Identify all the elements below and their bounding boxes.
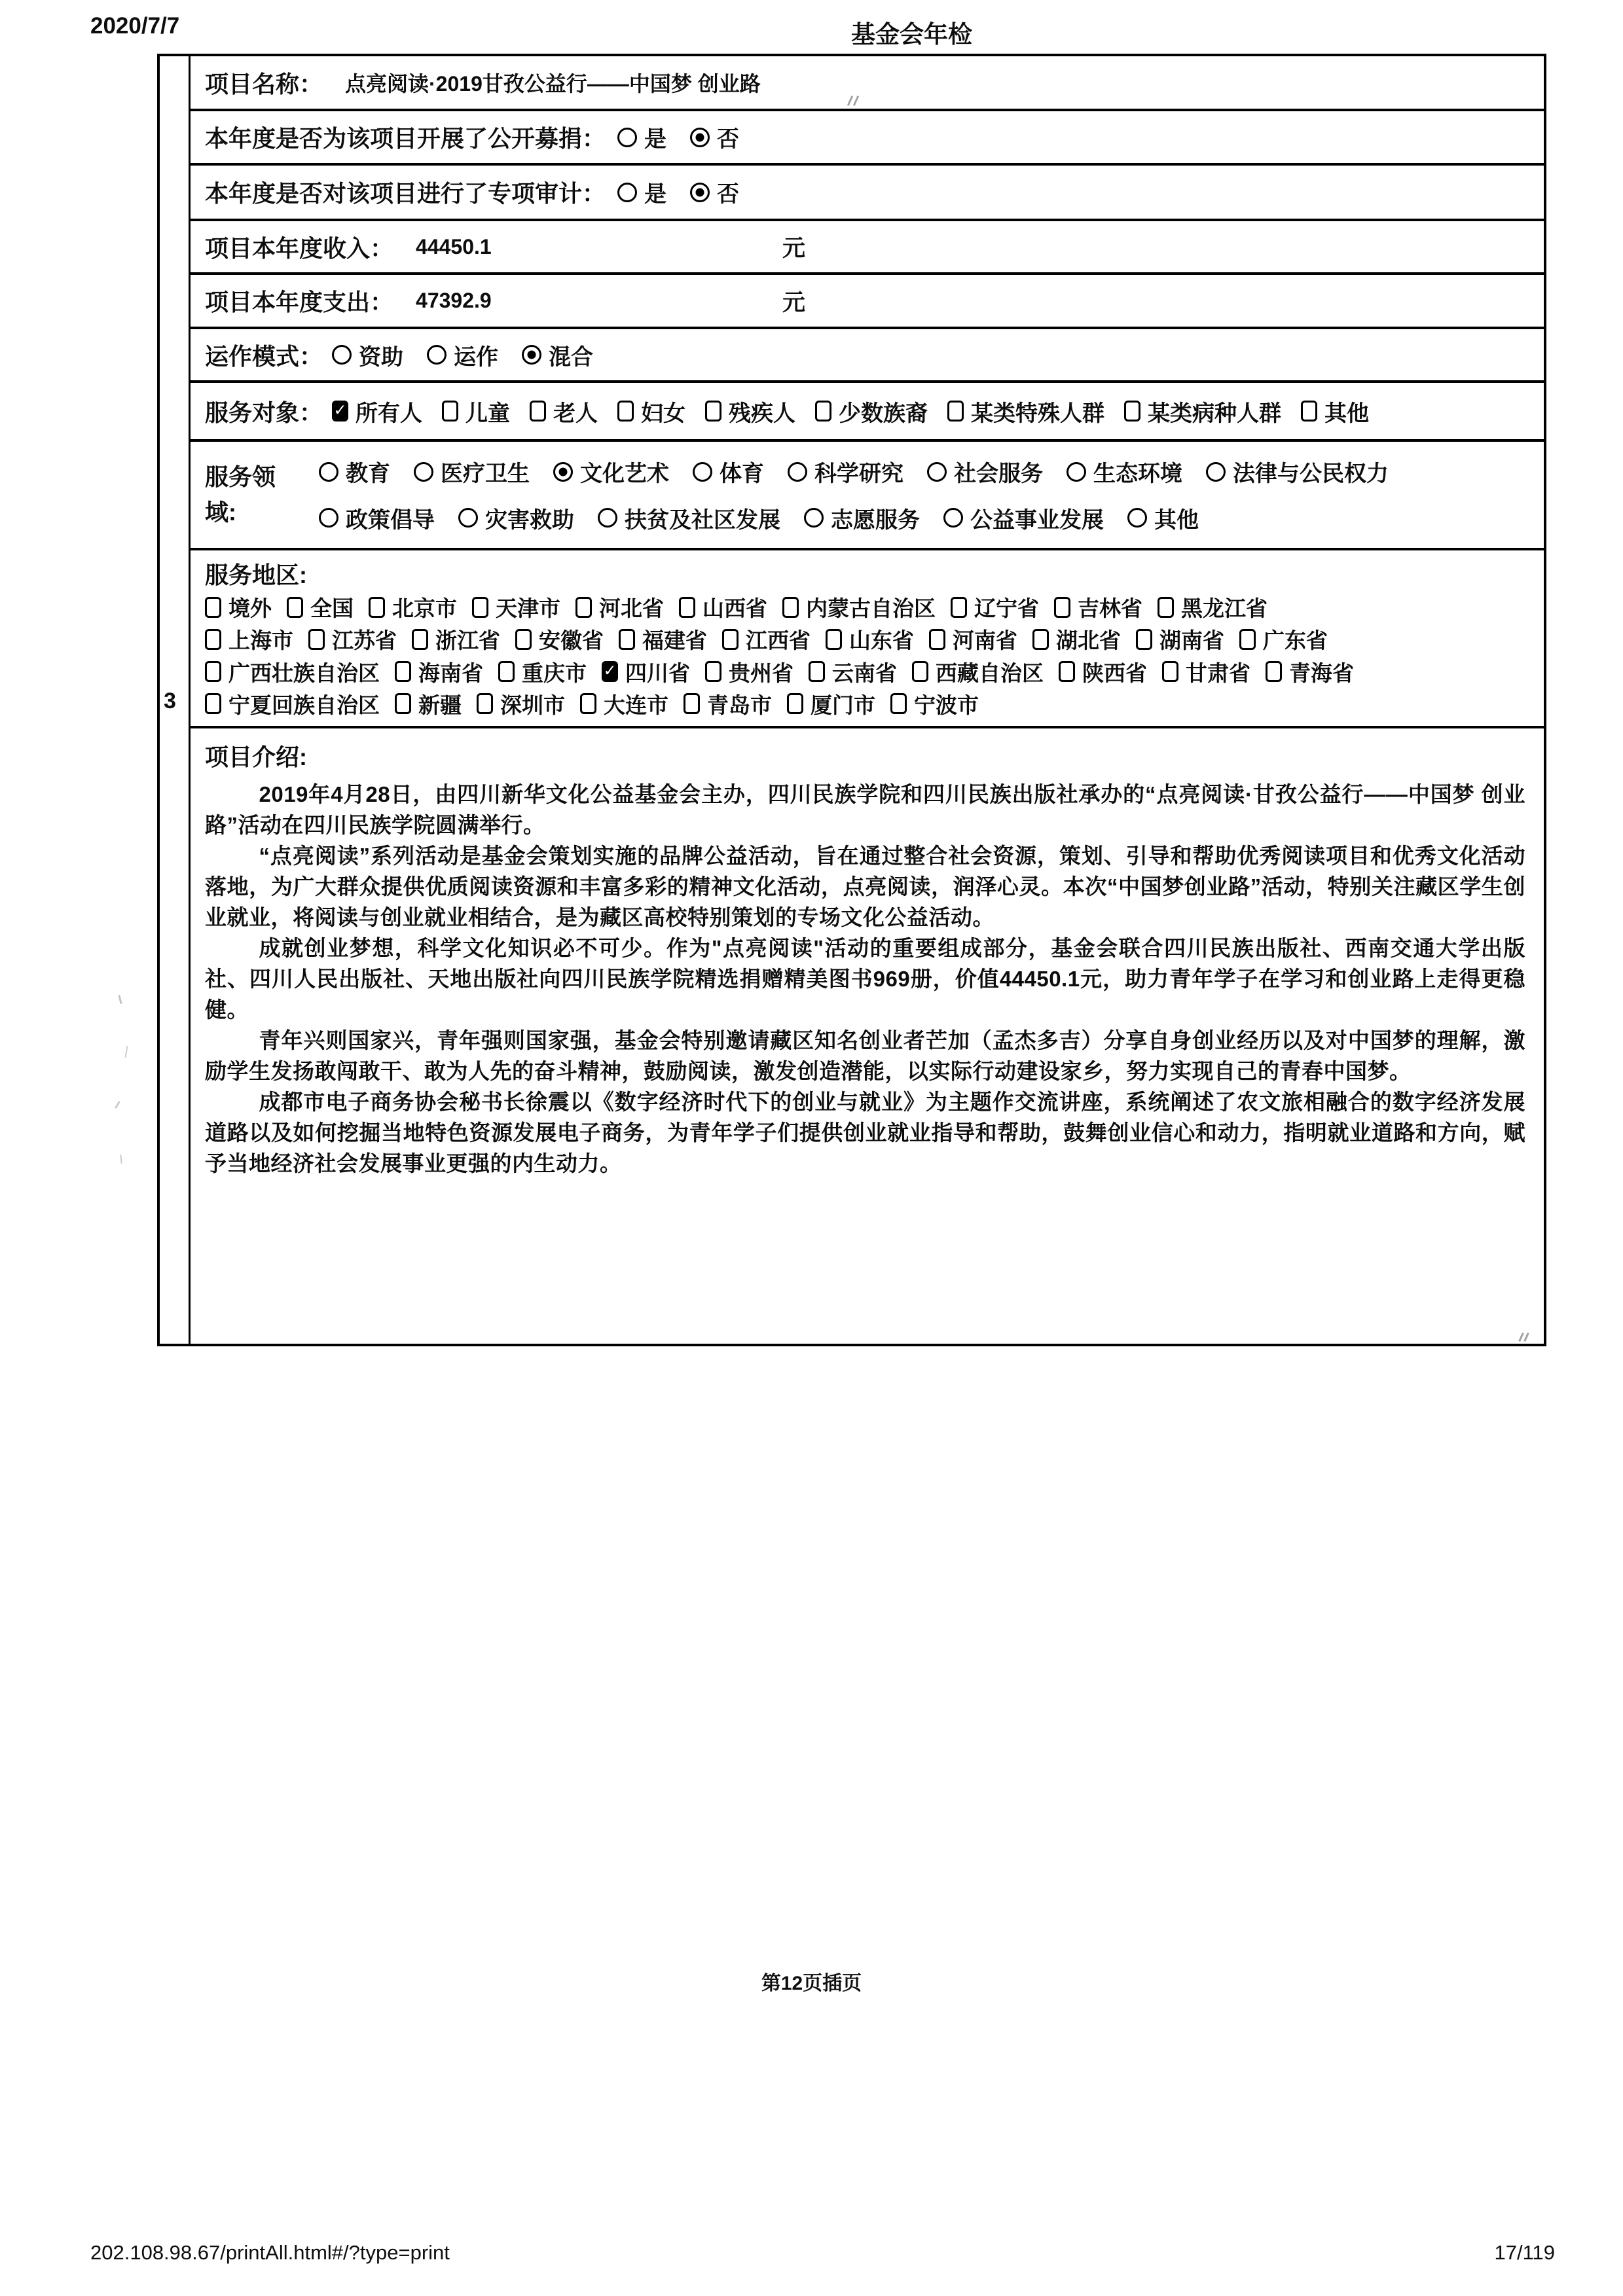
radio-option[interactable] xyxy=(927,456,1043,488)
checkbox-unchecked-icon[interactable] xyxy=(617,401,634,422)
checkbox-option[interactable] xyxy=(929,624,1017,655)
option-label: 扶贫及社区发展 xyxy=(625,507,780,533)
checkbox-unchecked-icon[interactable] xyxy=(705,661,721,682)
option-label: 灾害救助 xyxy=(485,507,574,533)
radio-unchecked-icon[interactable] xyxy=(1067,462,1086,482)
checkbox-option[interactable] xyxy=(395,689,462,719)
checkbox-unchecked-icon[interactable] xyxy=(890,693,907,714)
checkbox-unchecked-icon[interactable] xyxy=(477,693,493,714)
option-label: 其他 xyxy=(1154,507,1199,533)
footer-url: 202.108.98.67/printAll.html#/?type=print xyxy=(90,2241,450,2264)
checkbox-unchecked-icon[interactable] xyxy=(705,401,721,422)
option-label: 志愿服务 xyxy=(831,507,920,533)
radio-unchecked-icon[interactable] xyxy=(458,508,478,528)
option-label: 文化艺术 xyxy=(580,461,669,487)
checkbox-option[interactable] xyxy=(575,592,664,622)
checkbox-unchecked-icon[interactable] xyxy=(472,597,488,618)
option-label: 广东省 xyxy=(1263,628,1328,653)
row-index-number: 3 xyxy=(164,689,176,713)
checkbox-option[interactable] xyxy=(1239,624,1328,655)
checkbox-unchecked-icon[interactable] xyxy=(1032,629,1049,650)
option-label: 吉林省 xyxy=(1078,596,1142,621)
checkbox-unchecked-icon[interactable] xyxy=(912,661,928,682)
checkbox-unchecked-icon[interactable] xyxy=(1136,629,1152,650)
option-label: 江苏省 xyxy=(332,628,397,653)
project-name-value: 点亮阅读·2019甘孜公益行——中国梦 创业路 xyxy=(345,72,761,96)
checkbox-unchecked-icon[interactable] xyxy=(515,629,532,650)
project-intro-label: 项目介绍: xyxy=(205,744,307,770)
operation-mode-radio-group xyxy=(332,339,617,371)
radio-unchecked-icon[interactable] xyxy=(1206,462,1226,482)
option-label: 湖南省 xyxy=(1159,628,1224,653)
checkbox-unchecked-icon[interactable] xyxy=(815,401,831,422)
checkbox-option[interactable] xyxy=(332,395,422,427)
option-label: 境外 xyxy=(228,596,272,621)
checkbox-unchecked-icon[interactable] xyxy=(205,661,221,682)
service-field-label: 服务领域: xyxy=(205,463,276,526)
checkbox-option[interactable] xyxy=(287,592,354,622)
checkbox-unchecked-icon[interactable] xyxy=(205,629,221,650)
special-audit-radio-group xyxy=(617,176,763,208)
option-label: 山东省 xyxy=(849,628,914,653)
option-label: 浙江省 xyxy=(435,628,500,653)
option-label: 深圳市 xyxy=(500,692,565,717)
checkbox-option[interactable] xyxy=(530,395,598,427)
option-label: 广西壮族自治区 xyxy=(228,660,380,685)
option-label: 少数族裔 xyxy=(839,401,928,426)
row-operation-mode xyxy=(191,329,1544,383)
option-label: 山西省 xyxy=(702,596,767,621)
checkbox-option[interactable] xyxy=(308,624,397,655)
expense-value: 47392.9 xyxy=(416,289,492,312)
radio-option[interactable] xyxy=(458,502,574,534)
checkbox-option[interactable] xyxy=(412,624,500,655)
option-label: 是 xyxy=(644,182,667,207)
checkbox-unchecked-icon[interactable] xyxy=(287,597,303,618)
radio-option[interactable] xyxy=(617,121,666,153)
radio-unchecked-icon[interactable] xyxy=(319,462,338,482)
service-area-checkbox-line-1 xyxy=(205,592,1529,622)
checkbox-option[interactable] xyxy=(722,624,811,655)
page-title: 基金会年检 xyxy=(851,21,972,48)
option-label: 大连市 xyxy=(604,692,668,717)
radio-checked-icon[interactable] xyxy=(553,462,573,482)
checkbox-unchecked-icon[interactable] xyxy=(684,693,700,714)
option-label: 天津市 xyxy=(496,596,560,621)
option-label: 否 xyxy=(717,127,740,152)
checkbox-unchecked-icon[interactable] xyxy=(308,629,325,650)
radio-option[interactable] xyxy=(553,456,669,488)
radio-option[interactable] xyxy=(427,339,498,371)
checkbox-unchecked-icon[interactable] xyxy=(722,629,739,650)
option-label: 混合 xyxy=(549,344,594,370)
option-label: 是 xyxy=(644,127,667,152)
radio-option[interactable] xyxy=(804,502,920,534)
option-label: 青海省 xyxy=(1289,660,1354,685)
option-label: 其他 xyxy=(1324,401,1370,426)
option-label: 河南省 xyxy=(953,628,1017,653)
radio-option[interactable] xyxy=(788,456,903,488)
option-label: 黑龙江省 xyxy=(1181,596,1267,621)
checkbox-option[interactable] xyxy=(947,395,1104,427)
checkbox-option[interactable] xyxy=(395,656,483,687)
row-special-audit xyxy=(191,166,1544,221)
option-label: 所有人 xyxy=(356,401,423,426)
option-label: 贵州省 xyxy=(729,660,793,685)
service-target-checkbox-group xyxy=(332,395,1389,427)
operation-mode-label: 运作模式： xyxy=(205,342,323,370)
income-unit: 元 xyxy=(782,236,806,261)
checkbox-option[interactable] xyxy=(826,624,914,655)
option-label: 西藏自治区 xyxy=(936,660,1044,685)
checkbox-unchecked-icon[interactable] xyxy=(787,693,803,714)
checkbox-option[interactable] xyxy=(602,656,690,687)
checkbox-option[interactable] xyxy=(809,656,897,687)
scan-artifact-mark xyxy=(120,1155,122,1164)
checkbox-unchecked-icon[interactable] xyxy=(929,629,945,650)
checkbox-unchecked-icon[interactable] xyxy=(530,401,546,422)
checkbox-option[interactable] xyxy=(684,689,772,719)
checkbox-option[interactable] xyxy=(1059,656,1147,687)
radio-unchecked-icon[interactable] xyxy=(804,508,824,528)
radio-unchecked-icon[interactable] xyxy=(319,508,338,528)
radio-unchecked-icon[interactable] xyxy=(598,508,617,528)
option-label: 陕西省 xyxy=(1082,660,1147,685)
checkbox-option[interactable] xyxy=(1124,395,1281,427)
radio-option[interactable] xyxy=(690,121,739,153)
checkbox-option[interactable] xyxy=(705,395,795,427)
option-label: 生态环境 xyxy=(1093,461,1182,487)
option-label: 医疗卫生 xyxy=(441,461,530,487)
checkbox-option[interactable] xyxy=(1136,624,1224,655)
option-label: 河北省 xyxy=(599,596,664,621)
row-service-area xyxy=(191,550,1544,728)
special-audit-label: 本年度是否对该项目进行了专项审计： xyxy=(205,180,606,207)
checkbox-unchecked-icon[interactable] xyxy=(575,597,592,618)
radio-option[interactable] xyxy=(332,339,403,371)
option-label: 教育 xyxy=(346,461,390,487)
checkbox-unchecked-icon[interactable] xyxy=(395,693,411,714)
scan-artifact-mark xyxy=(118,995,122,1004)
checkbox-option[interactable] xyxy=(815,395,928,427)
option-label: 儿童 xyxy=(465,401,511,426)
checkbox-unchecked-icon[interactable] xyxy=(442,401,458,422)
option-label: 北京市 xyxy=(392,596,457,621)
radio-unchecked-icon[interactable] xyxy=(617,183,637,202)
checkbox-unchecked-icon[interactable] xyxy=(1266,661,1282,682)
option-label: 海南省 xyxy=(418,660,483,685)
checkbox-unchecked-icon[interactable] xyxy=(809,661,825,682)
option-label: 内蒙古自治区 xyxy=(806,596,936,621)
checkbox-unchecked-icon[interactable] xyxy=(395,661,411,682)
checkbox-option[interactable] xyxy=(617,395,685,427)
income-label: 项目本年度收入： xyxy=(205,234,394,262)
service-area-checkbox-line-4 xyxy=(205,689,1529,719)
radio-option[interactable] xyxy=(522,339,593,371)
radio-option[interactable] xyxy=(598,502,780,534)
intro-paragraph: 成就创业梦想，科学文化知识必不可少。作为"点亮阅读"活动的重要组成部分，基金会联合四川民族出版社、西南交通大学出版社、四川人民出版社、天地出版社向四川民族学院精选捐赠精美图书969册，价值44450.1元，助力青年学子在学习和创业路上走得更稳健。 xyxy=(205,936,1525,1022)
radio-option[interactable] xyxy=(943,502,1104,534)
option-label: 全国 xyxy=(310,596,354,621)
checkbox-unchecked-icon[interactable] xyxy=(205,693,221,714)
checkbox-option[interactable] xyxy=(369,592,457,622)
checkbox-option[interactable] xyxy=(1162,656,1250,687)
checkbox-unchecked-icon[interactable] xyxy=(1162,661,1178,682)
radio-option[interactable] xyxy=(1127,502,1199,534)
option-label: 新疆 xyxy=(418,692,462,717)
intro-paragraph: “点亮阅读”系列活动是基金会策划实施的品牌公益活动，旨在通过整合社会资源，策划、引导和帮助优秀阅读项目和优秀文化活动落地，为广大群众提供优质阅读资源和丰富多彩的精神文化活动，点亮阅读，润泽心灵。本次“中国梦创业路”活动，特别关注藏区学生创业就业，将阅读与创业就业相结合，是为藏区高校特别策划的专场文化公益活动。 xyxy=(205,844,1525,929)
option-label: 云南省 xyxy=(832,660,897,685)
checkbox-option[interactable] xyxy=(515,624,604,655)
option-label: 否 xyxy=(717,182,740,207)
option-label: 青岛市 xyxy=(707,692,772,717)
radio-checked-icon[interactable] xyxy=(690,128,710,147)
checkbox-option[interactable] xyxy=(205,592,272,622)
row-project-name xyxy=(191,56,1544,111)
row-project-intro xyxy=(191,728,1544,1344)
option-label: 某类病种人群 xyxy=(1148,401,1282,426)
public-fundraising-label: 本年度是否为该项目开展了公开募捐： xyxy=(205,125,606,152)
service-area-label: 服务地区: xyxy=(205,562,307,589)
radio-unchecked-icon[interactable] xyxy=(693,462,712,482)
checkbox-unchecked-icon[interactable] xyxy=(498,661,515,682)
checkbox-option[interactable] xyxy=(1266,656,1354,687)
radio-unchecked-icon[interactable] xyxy=(332,345,352,365)
scan-artifact-mark xyxy=(115,1101,120,1109)
checkbox-option[interactable] xyxy=(205,624,293,655)
checkbox-unchecked-icon[interactable] xyxy=(782,597,799,618)
radio-checked-icon[interactable] xyxy=(690,183,710,202)
option-label: 政策倡导 xyxy=(346,507,435,533)
checkbox-checked-icon[interactable] xyxy=(332,401,348,422)
option-label: 法律与公民权力 xyxy=(1233,461,1389,487)
radio-option[interactable] xyxy=(693,456,764,488)
checkbox-unchecked-icon[interactable] xyxy=(1124,401,1140,422)
income-value: 44450.1 xyxy=(416,234,492,259)
checkbox-option[interactable] xyxy=(782,592,936,622)
expense-unit: 元 xyxy=(782,289,806,315)
checkbox-unchecked-icon[interactable] xyxy=(412,629,428,650)
option-label: 四川省 xyxy=(625,660,690,685)
checkbox-unchecked-icon[interactable] xyxy=(205,597,221,618)
page-insert-note: 第12页插页 xyxy=(761,1973,862,1994)
project-form-table xyxy=(157,54,1546,1346)
checkbox-option[interactable] xyxy=(679,592,767,622)
option-label: 科学研究 xyxy=(814,461,903,487)
radio-unchecked-icon[interactable] xyxy=(927,462,947,482)
option-label: 福建省 xyxy=(642,628,707,653)
public-fundraising-radio-group xyxy=(617,121,763,153)
checkbox-option[interactable] xyxy=(205,656,380,687)
checkbox-option[interactable] xyxy=(1032,624,1121,655)
radio-unchecked-icon[interactable] xyxy=(427,345,447,365)
row-service-field xyxy=(191,442,1544,550)
checkbox-unchecked-icon[interactable] xyxy=(679,597,695,618)
radio-option[interactable] xyxy=(1206,456,1389,488)
project-name-label: 项目名称： xyxy=(205,70,323,98)
checkbox-unchecked-icon[interactable] xyxy=(1054,597,1070,618)
service-target-label: 服务对象： xyxy=(205,399,323,426)
service-field-radio-line-1 xyxy=(291,456,1529,488)
option-label: 妇女 xyxy=(641,401,686,426)
checkbox-option[interactable] xyxy=(1054,592,1142,622)
radio-option[interactable] xyxy=(617,176,666,208)
radio-option[interactable] xyxy=(319,502,435,534)
radio-unchecked-icon[interactable] xyxy=(1127,508,1147,528)
option-label: 老人 xyxy=(553,401,598,426)
checkbox-option[interactable] xyxy=(1158,592,1267,622)
row-annual-income xyxy=(191,221,1544,275)
checkbox-option[interactable] xyxy=(1301,395,1369,427)
checkbox-option[interactable] xyxy=(442,395,510,427)
row-service-target xyxy=(191,383,1544,442)
checkbox-option[interactable] xyxy=(619,624,707,655)
table-left-gutter xyxy=(160,56,191,1344)
option-label: 厦门市 xyxy=(811,692,875,717)
intro-paragraph: 青年兴则国家兴，青年强则国家强，基金会特别邀请藏区知名创业者芒加（孟杰多吉）分享自身创业经历以及对中国梦的理解，激励学生发扬敢闯敢干、敢为人先的奋斗精神，鼓励阅读，激发创造潜能，以实际行动建设家乡，努力实现自己的青春中国梦。 xyxy=(205,1028,1525,1083)
checkbox-option[interactable] xyxy=(705,656,793,687)
option-label: 安徽省 xyxy=(539,628,604,653)
option-label: 上海市 xyxy=(228,628,293,653)
checkbox-unchecked-icon[interactable] xyxy=(580,693,596,714)
checkbox-unchecked-icon[interactable] xyxy=(951,597,967,618)
checkbox-option[interactable] xyxy=(477,689,565,719)
checkbox-unchecked-icon[interactable] xyxy=(1059,661,1075,682)
checkbox-unchecked-icon[interactable] xyxy=(619,629,635,650)
intro-paragraph: 成都市电子商务协会秘书长徐震以《数字经济时代下的创业与就业》为主题作交流讲座，系统阐述了农文旅相融合的数字经济发展道路以及如何挖掘当地特色资源发展电子商务，为青年学子们提供创业就业指导和帮助，鼓舞创业信心和动力，指明就业道路和方向，赋予当地经济社会发展事业更强的内生动力。 xyxy=(205,1090,1525,1175)
radio-checked-icon[interactable] xyxy=(522,345,541,365)
service-field-lines xyxy=(291,442,1529,548)
radio-unchecked-icon[interactable] xyxy=(943,508,963,528)
footer-page-number: 17/119 xyxy=(1494,2241,1555,2264)
intro-paragraph: 2019年4月28日，由四川新华文化公益基金会主办，四川民族学院和四川民族出版社承办的“点亮阅读·甘孜公益行——中国梦 创业路”活动在四川民族学院圆满举行。 xyxy=(205,782,1525,837)
service-field-radio-line-2 xyxy=(291,502,1529,534)
option-label: 江西省 xyxy=(746,628,811,653)
option-label: 运作 xyxy=(454,344,499,370)
option-label: 某类特殊人群 xyxy=(971,401,1105,426)
row-annual-expense xyxy=(191,275,1544,329)
checkbox-unchecked-icon[interactable] xyxy=(369,597,385,618)
checkbox-unchecked-icon[interactable] xyxy=(1301,401,1317,422)
option-label: 宁夏回族自治区 xyxy=(228,692,380,717)
radio-unchecked-icon[interactable] xyxy=(788,462,807,482)
checkbox-option[interactable] xyxy=(912,656,1044,687)
row-public-fundraising xyxy=(191,111,1544,166)
option-label: 资助 xyxy=(359,344,404,370)
option-label: 重庆市 xyxy=(522,660,587,685)
checkbox-option[interactable] xyxy=(580,689,668,719)
project-intro-text xyxy=(205,779,1525,1179)
scan-artifact-mark xyxy=(124,1046,128,1058)
expense-label: 项目本年度支出： xyxy=(205,289,394,315)
checkbox-option[interactable] xyxy=(787,689,875,719)
option-label: 甘肃省 xyxy=(1186,660,1250,685)
service-area-checkbox-line-3 xyxy=(205,656,1529,687)
checkbox-checked-icon[interactable] xyxy=(602,661,618,682)
option-label: 辽宁省 xyxy=(974,596,1039,621)
table-main-column xyxy=(191,56,1544,1344)
radio-option[interactable] xyxy=(414,456,530,488)
checkbox-option[interactable] xyxy=(205,689,380,719)
checkbox-option[interactable] xyxy=(498,656,587,687)
checkbox-unchecked-icon[interactable] xyxy=(1158,597,1174,618)
checkbox-option[interactable] xyxy=(472,592,560,622)
radio-option[interactable] xyxy=(690,176,739,208)
radio-unchecked-icon[interactable] xyxy=(617,128,637,147)
print-date: 2020/7/7 xyxy=(90,13,180,39)
checkbox-unchecked-icon[interactable] xyxy=(826,629,842,650)
checkbox-option[interactable] xyxy=(890,689,979,719)
option-label: 社会服务 xyxy=(954,461,1043,487)
option-label: 宁波市 xyxy=(914,692,979,717)
option-label: 残疾人 xyxy=(729,401,796,426)
radio-unchecked-icon[interactable] xyxy=(414,462,433,482)
option-label: 公益事业发展 xyxy=(970,507,1104,533)
service-area-checkbox-line-2 xyxy=(205,624,1529,655)
option-label: 体育 xyxy=(720,461,764,487)
checkbox-option[interactable] xyxy=(951,592,1039,622)
radio-option[interactable] xyxy=(1067,456,1182,488)
checkbox-unchecked-icon[interactable] xyxy=(1239,629,1256,650)
checkbox-unchecked-icon[interactable] xyxy=(947,401,964,422)
radio-option[interactable] xyxy=(319,456,390,488)
option-label: 湖北省 xyxy=(1056,628,1121,653)
